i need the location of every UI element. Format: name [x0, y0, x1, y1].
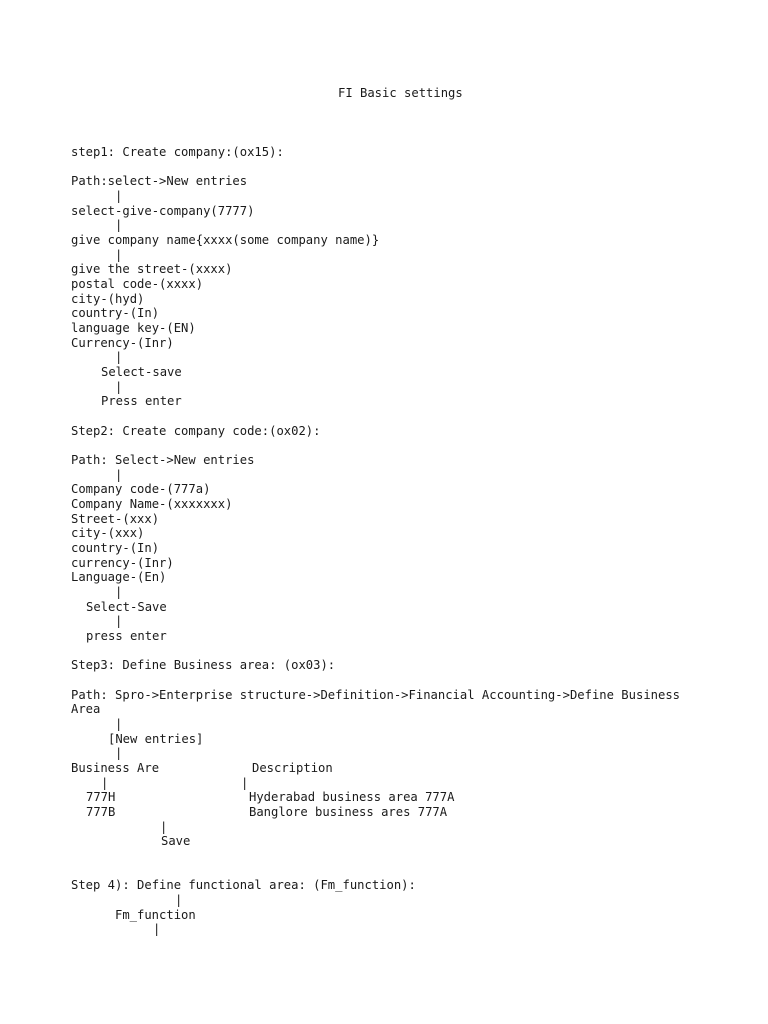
- connector: |: [115, 218, 123, 232]
- step2-company-code: Company code-(777a): [71, 482, 211, 496]
- step2-street: Street-(xxx): [71, 512, 160, 526]
- step3-col-description: Description: [252, 761, 333, 775]
- connector: |: [175, 893, 183, 907]
- step1-postal-code: postal code-(xxxx): [71, 277, 204, 291]
- step2-select-save: Select-Save: [86, 600, 167, 614]
- step1-path: Path:select->New entries: [71, 174, 248, 188]
- step4-heading: Step 4): Define functional area: (Fm_function):: [71, 878, 416, 892]
- step3-heading: Step3: Define Business area: (ox03):: [71, 658, 336, 672]
- step3-save: Save: [161, 834, 191, 848]
- connector: |: [115, 468, 123, 482]
- step1-company-name: give company name{xxxx(some company name)}: [71, 233, 380, 247]
- step3-row-code: 777H: [86, 790, 116, 804]
- document-title: FI Basic settings: [338, 86, 463, 100]
- step2-country: country-(In): [71, 541, 160, 555]
- step1-heading: step1: Create company:(ox15):: [71, 145, 284, 159]
- step2-company-name: Company Name-(xxxxxxx): [71, 497, 233, 511]
- step3-path-line1: Path: Spro->Enterprise structure->Definition->Financial Accounting->Define Business: [71, 688, 681, 702]
- connector: |: [115, 746, 123, 760]
- connector: |: [241, 776, 249, 790]
- connector: |: [115, 350, 123, 364]
- connector: |: [101, 776, 109, 790]
- step1-street: give the street-(xxxx): [71, 262, 233, 276]
- step3-new-entries: [New entries]: [108, 732, 204, 746]
- connector: |: [115, 585, 123, 599]
- connector: |: [115, 248, 123, 262]
- step3-row-description: Hyderabad business area 777A: [249, 790, 455, 804]
- connector: |: [153, 922, 161, 936]
- connector: |: [115, 380, 123, 394]
- connector: |: [115, 189, 123, 203]
- step1-select-company: select-give-company(7777): [71, 204, 255, 218]
- step1-language-key: language key-(EN): [71, 321, 196, 335]
- step3-path-line2: Area: [71, 702, 101, 716]
- step3-row-description: Banglore business ares 777A: [249, 805, 448, 819]
- step2-heading: Step2: Create company code:(ox02):: [71, 424, 321, 438]
- step2-language: Language-(En): [71, 570, 167, 584]
- step2-city: city-(xxx): [71, 526, 145, 540]
- step1-country: country-(In): [71, 306, 160, 320]
- step4-fm-function: Fm_function: [115, 908, 196, 922]
- step1-city: city-(hyd): [71, 292, 145, 306]
- step2-path: Path: Select->New entries: [71, 453, 255, 467]
- step2-press-enter: press enter: [86, 629, 167, 643]
- step3-col-business-area: Business Are: [71, 761, 160, 775]
- step3-row-code: 777B: [86, 805, 116, 819]
- step1-select-save: Select-save: [101, 365, 182, 379]
- step1-press-enter: Press enter: [101, 394, 182, 408]
- step1-currency: Currency-(Inr): [71, 336, 174, 350]
- step2-currency: currency-(Inr): [71, 556, 174, 570]
- connector: |: [160, 820, 168, 834]
- connector: |: [115, 717, 123, 731]
- connector: |: [115, 614, 123, 628]
